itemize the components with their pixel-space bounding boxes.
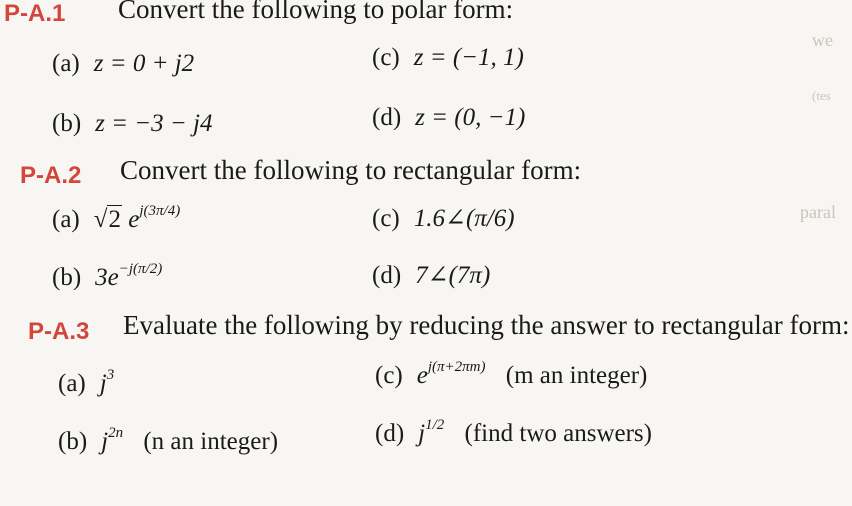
item-expression: z = (−1, 1) — [413, 44, 524, 71]
problem-item — [52, 50, 194, 78]
item-base: j — [418, 420, 426, 447]
problem-instruction: Convert the following to rectangular form: — [120, 155, 582, 185]
item-base: j — [101, 428, 109, 455]
item-base: 3e — [95, 264, 119, 291]
item-label: (c) — [372, 44, 400, 71]
item-expression: z = (0, −1) — [415, 104, 526, 131]
item-exponent: −j(π/2) — [118, 260, 163, 277]
item-label: (c) — [375, 362, 403, 389]
problem-item — [372, 44, 524, 72]
problem-id: P-A.1 — [4, 0, 66, 27]
bleed-through-text: (tes — [812, 88, 831, 103]
problem-item — [58, 366, 115, 398]
radical-sign: √ — [93, 206, 108, 233]
item-exponent: 3 — [106, 366, 115, 383]
problem-instruction: Evaluate the following by reducing the answer to rectangular form: — [123, 310, 850, 340]
item-expression: 1.6∠(π/6) — [413, 205, 515, 232]
bleed-through-text: we — [812, 30, 833, 50]
problem-item — [372, 260, 490, 290]
item-label: (a) — [58, 370, 86, 397]
item-exponent: 1/2 — [425, 416, 445, 433]
problem-id: P-A.3 — [28, 318, 90, 345]
item-label: (d) — [372, 262, 402, 289]
item-label: (a) — [52, 50, 80, 77]
sqrt-expression — [94, 206, 122, 234]
item-exponent: j(π+2πm) — [427, 358, 486, 375]
item-base: e — [416, 362, 428, 389]
item-label: (d) — [372, 104, 402, 131]
item-base: e — [128, 206, 140, 233]
problem-item — [372, 104, 525, 132]
radicand: 2 — [108, 206, 121, 233]
item-exponent: j(3π/4) — [139, 202, 181, 219]
problem-id: P-A.2 — [20, 162, 82, 189]
item-note: (n an integer) — [143, 428, 279, 455]
problem-item — [52, 110, 212, 138]
item-expression: 7∠(7π) — [415, 262, 491, 289]
item-label: (a) — [52, 206, 80, 233]
item-expression: z = 0 + j2 — [93, 50, 195, 77]
item-label: (d) — [375, 420, 405, 447]
problem-instruction: Convert the following to polar form: — [118, 0, 514, 24]
item-label: (b) — [52, 264, 82, 291]
problem-item — [52, 260, 163, 292]
item-label: (b) — [58, 428, 88, 455]
bleed-through-text: paral — [800, 202, 836, 222]
item-note: (find two answers) — [464, 420, 652, 447]
problem-item — [58, 424, 279, 456]
item-label: (b) — [52, 110, 82, 137]
problem-item — [375, 358, 648, 390]
problem-item — [375, 416, 652, 448]
problem-item — [372, 203, 515, 233]
problem-item — [52, 202, 181, 234]
item-base: j — [99, 370, 107, 397]
item-exponent: 2n — [108, 424, 124, 441]
item-label: (c) — [372, 205, 400, 232]
item-expression: z = −3 − j4 — [95, 110, 213, 137]
item-note: (m an integer) — [505, 362, 648, 389]
